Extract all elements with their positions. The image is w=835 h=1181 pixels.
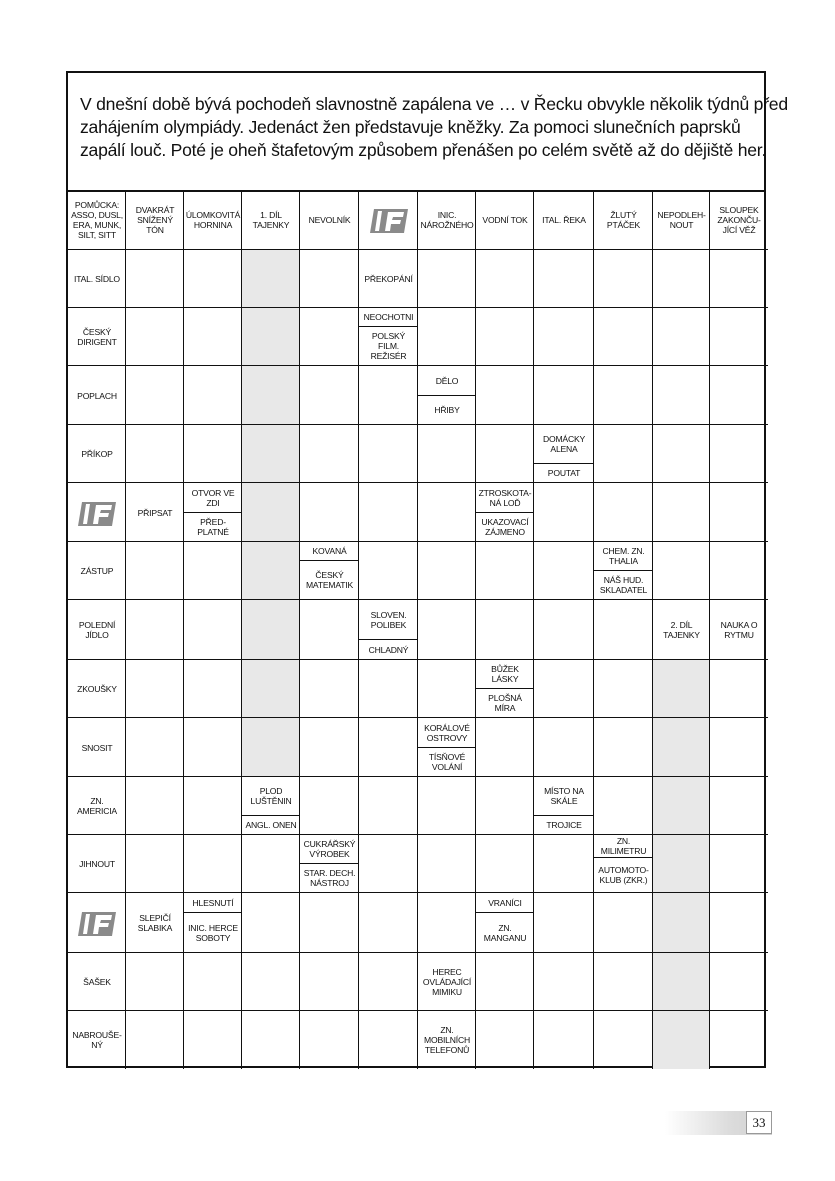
answer-cell[interactable] (300, 483, 359, 542)
clue-text: NEVOLNÍK (308, 215, 351, 225)
answer-cell[interactable] (594, 660, 653, 718)
answer-cell[interactable] (594, 777, 653, 835)
clue-text: STAR. DECH. NÁSTROJ (300, 864, 359, 893)
answer-cell[interactable] (300, 1011, 359, 1069)
answer-cell[interactable] (184, 250, 242, 308)
clue-text: ANGL. ONEN (242, 816, 300, 835)
answer-cell[interactable] (300, 250, 359, 308)
clue-text: VRANÍCI (476, 893, 534, 913)
answer-cell[interactable] (242, 308, 300, 366)
answer-cell[interactable] (126, 953, 184, 1011)
clue-text: POMŮCKA: ASSO, DUSL, ERA, MUNK, SILT, SITT (71, 200, 123, 240)
answer-cell[interactable] (184, 660, 242, 718)
answer-cell[interactable] (359, 777, 418, 835)
answer-cell[interactable] (418, 600, 476, 660)
answer-cell[interactable] (242, 835, 300, 893)
clue-text: HLESNUTÍ (184, 893, 242, 913)
answer-cell[interactable] (126, 777, 184, 835)
answer-cell[interactable] (476, 542, 534, 600)
clue-text: HŘIBY (418, 396, 476, 425)
answer-cell[interactable] (534, 366, 594, 425)
clue-text: ŠAŠEK (83, 977, 111, 987)
answer-cell[interactable] (359, 953, 418, 1011)
clue-text: POLEDNÍ JÍDLO (78, 620, 116, 640)
answer-cell[interactable] (653, 425, 710, 483)
clue-text: JIHNOUT (79, 859, 115, 869)
answer-cell[interactable] (242, 366, 300, 425)
answer-cell[interactable] (300, 600, 359, 660)
clue-text: NEOCHOTNI (359, 308, 418, 327)
answer-cell[interactable] (126, 835, 184, 893)
answer-cell[interactable] (242, 600, 300, 660)
clue-text: NÁŠ HUD. SKLADATEL (594, 571, 653, 600)
answer-cell[interactable] (184, 425, 242, 483)
clue-text: PŘED- PLATNÉ (184, 513, 242, 542)
answer-cell[interactable] (534, 835, 594, 893)
clue-text: BŮŽEK LÁSKY (476, 660, 534, 689)
answer-cell[interactable] (359, 542, 418, 600)
clue-text: ZÁSTUP (80, 566, 114, 576)
answer-cell[interactable] (653, 308, 710, 366)
answer-cell[interactable] (534, 308, 594, 366)
clue-text: INIC. NÁROŽNÉHO (420, 210, 474, 230)
answer-cell[interactable] (476, 308, 534, 366)
answer-cell[interactable] (710, 835, 768, 893)
answer-cell[interactable] (653, 660, 710, 718)
answer-cell[interactable] (126, 600, 184, 660)
clue-text: POPLACH (77, 390, 117, 401)
answer-cell[interactable] (534, 483, 594, 542)
answer-cell[interactable] (710, 483, 768, 542)
answer-cell[interactable] (534, 660, 594, 718)
clue-text: SLEPIČÍ SLABIKA (137, 913, 173, 933)
answer-cell[interactable] (418, 425, 476, 483)
answer-cell[interactable] (534, 718, 594, 777)
clue-text: SLOVEN. POLIBEK (359, 600, 418, 640)
answer-cell[interactable] (300, 660, 359, 718)
clue-text: ZN. MOBILNÍCH TELEFONŮ (424, 1025, 470, 1055)
clue-text: KORÁLOVÉ OSTROVY (418, 718, 476, 748)
answer-cell[interactable] (710, 777, 768, 835)
answer-cell[interactable] (359, 835, 418, 893)
answer-cell[interactable] (476, 425, 534, 483)
answer-cell[interactable] (476, 953, 534, 1011)
answer-cell[interactable] (476, 718, 534, 777)
crossword-frame (66, 71, 788, 1068)
answer-cell[interactable] (184, 777, 242, 835)
answer-cell[interactable] (710, 660, 768, 718)
clue-text: ČESKÝ DIRIGENT (77, 327, 117, 347)
answer-cell[interactable] (653, 1011, 710, 1069)
clue-text: UKAZOVACÍ ZÁJMENO (476, 513, 534, 542)
answer-cell[interactable] (242, 483, 300, 542)
answer-cell[interactable] (359, 425, 418, 483)
answer-cell[interactable] (300, 718, 359, 777)
answer-cell[interactable] (242, 718, 300, 777)
answer-cell[interactable] (418, 660, 476, 718)
answer-cell[interactable] (653, 777, 710, 835)
answer-cell[interactable] (534, 600, 594, 660)
answer-cell[interactable] (534, 893, 594, 953)
answer-cell[interactable] (710, 308, 768, 366)
answer-cell[interactable] (653, 483, 710, 542)
answer-cell[interactable] (476, 366, 534, 425)
answer-cell[interactable] (126, 308, 184, 366)
answer-cell[interactable] (418, 777, 476, 835)
answer-cell[interactable] (300, 953, 359, 1011)
answer-cell[interactable] (359, 893, 418, 953)
intro-line: zahájením olympiády. Jedenáct žen představuje kněžky. Za pomoci slunečních paprsků (80, 117, 741, 137)
answer-cell[interactable] (242, 1011, 300, 1069)
clue-text: PLOŠNÁ MÍRA (476, 689, 534, 718)
clue-text: DĚLO (418, 366, 476, 396)
answer-cell[interactable] (184, 600, 242, 660)
clue-text: AUTOMOTO- KLUB (ZKR.) (594, 858, 653, 893)
answer-cell[interactable] (242, 250, 300, 308)
answer-cell[interactable] (534, 1011, 594, 1069)
answer-cell[interactable] (242, 660, 300, 718)
answer-cell[interactable] (710, 542, 768, 600)
clue-text: CUKRÁŘSKÝ VÝROBEK (300, 835, 359, 864)
answer-cell[interactable] (594, 600, 653, 660)
answer-cell[interactable] (594, 366, 653, 425)
page-number: 33 (746, 1111, 772, 1134)
answer-cell[interactable] (126, 1011, 184, 1069)
clue-text: ZN. MANGANU (476, 913, 534, 953)
answer-cell[interactable] (242, 893, 300, 953)
clue-text: ITAL. ŘEKA (542, 215, 586, 225)
answer-cell[interactable] (126, 250, 184, 308)
clue-text: NEPODLEH- NOUT (657, 210, 706, 230)
f-logo-icon (359, 190, 418, 250)
answer-cell[interactable] (126, 542, 184, 600)
clue-text: DVAKRÁT SNÍŽENÝ TÓN (135, 205, 175, 235)
answer-cell[interactable] (710, 953, 768, 1011)
answer-cell[interactable] (184, 835, 242, 893)
answer-cell[interactable] (476, 835, 534, 893)
answer-cell[interactable] (594, 483, 653, 542)
answer-cell[interactable] (710, 1011, 768, 1069)
crossword-grid (68, 73, 788, 1066)
clue-text: PŘÍKOP (81, 449, 113, 459)
answer-cell[interactable] (184, 542, 242, 600)
answer-cell[interactable] (534, 542, 594, 600)
answer-cell[interactable] (418, 542, 476, 600)
clue-text: DOMÁCKY ALENA (534, 425, 594, 464)
clue-text: POUTAT (534, 464, 594, 483)
clue-text: ČESKÝ MATEMATIK (300, 561, 359, 600)
answer-cell[interactable] (418, 483, 476, 542)
clue-text: POLSKÝ FILM. REŽISÉR (359, 327, 418, 366)
clue-text: ÚLOMKOVITÁ HORNINA (185, 210, 241, 230)
answer-cell[interactable] (476, 777, 534, 835)
clue-text: SNOSIT (81, 742, 113, 753)
answer-cell[interactable] (653, 542, 710, 600)
answer-cell[interactable] (184, 1011, 242, 1069)
clue-text: ZN. AMERICIA (77, 796, 117, 816)
answer-cell[interactable] (300, 308, 359, 366)
clue-text: ZN. MILIMETRU (594, 835, 653, 858)
answer-cell[interactable] (594, 425, 653, 483)
clue-text: OTVOR VE ZDI (184, 483, 242, 513)
intro-line: V dnešní době bývá pochodeň slavnostně zapálena ve … v Řecku obvykle několik týdnů před (80, 94, 788, 114)
f-logo-icon (68, 893, 126, 953)
answer-cell[interactable] (594, 1011, 653, 1069)
answer-cell[interactable] (594, 953, 653, 1011)
answer-cell[interactable] (300, 366, 359, 425)
answer-cell[interactable] (359, 483, 418, 542)
answer-cell[interactable] (710, 366, 768, 425)
answer-cell[interactable] (653, 250, 710, 308)
clue-text: ŽLUTÝ PTÁČEK (606, 210, 641, 230)
answer-cell[interactable] (184, 308, 242, 366)
answer-cell[interactable] (653, 366, 710, 425)
clue-text: PŘIPSAT (137, 507, 173, 518)
answer-cell[interactable] (359, 366, 418, 425)
answer-cell[interactable] (242, 425, 300, 483)
answer-cell[interactable] (710, 425, 768, 483)
answer-cell[interactable] (359, 660, 418, 718)
answer-cell[interactable] (710, 893, 768, 953)
clue-text: NABROUŠE- NÝ (72, 1030, 122, 1050)
answer-cell[interactable] (418, 250, 476, 308)
answer-cell[interactable] (653, 893, 710, 953)
answer-cell[interactable] (184, 366, 242, 425)
answer-cell[interactable] (242, 542, 300, 600)
clue-text: ITAL. SÍDLO (74, 274, 120, 284)
clue-text: TÍSŇOVÉ VOLÁNÍ (418, 748, 476, 777)
clue-text: ZKOUŠKY (77, 684, 117, 694)
clue-text: INIC. HERCE SOBOTY (184, 913, 242, 953)
answer-cell[interactable] (710, 250, 768, 308)
clue-text: 2. DÍL TAJENKY (663, 620, 700, 640)
intro-line: zapálí louč. Poté je oheň štafetovým způsobem přenášen po celém světě až do dějiště her. (80, 140, 767, 160)
answer-cell[interactable] (476, 1011, 534, 1069)
answer-cell[interactable] (300, 425, 359, 483)
answer-cell[interactable] (359, 1011, 418, 1069)
answer-cell[interactable] (126, 366, 184, 425)
clue-text: NAUKA O RYTMU (720, 620, 758, 640)
answer-cell[interactable] (594, 250, 653, 308)
f-logo-icon (68, 483, 126, 542)
answer-cell[interactable] (300, 777, 359, 835)
clue-text: VODNÍ TOK (482, 215, 528, 225)
answer-cell[interactable] (184, 718, 242, 777)
answer-cell[interactable] (359, 718, 418, 777)
answer-cell[interactable] (418, 835, 476, 893)
answer-cell[interactable] (653, 953, 710, 1011)
answer-cell[interactable] (534, 250, 594, 308)
answer-cell[interactable] (126, 425, 184, 483)
answer-cell[interactable] (594, 893, 653, 953)
answer-cell[interactable] (300, 893, 359, 953)
clue-text: 1. DÍL TAJENKY (252, 210, 290, 230)
answer-cell[interactable] (653, 835, 710, 893)
clue-text: PLOD LUŠTĚNIN (242, 777, 300, 816)
clue-text: CHEM. ZN. THALIA (594, 542, 653, 571)
answer-cell[interactable] (242, 953, 300, 1011)
answer-cell[interactable] (184, 953, 242, 1011)
clue-text: TROJICE (534, 816, 594, 835)
clue-text: MÍSTO NA SKÁLE (534, 777, 594, 816)
answer-cell[interactable] (710, 718, 768, 777)
answer-cell[interactable] (126, 718, 184, 777)
clue-text: CHLADNÝ (359, 640, 418, 660)
clue-text: ZTROSKOTA- NÁ LOĎ (476, 483, 534, 513)
answer-cell[interactable] (126, 660, 184, 718)
answer-cell[interactable] (594, 308, 653, 366)
clue-text: SLOUPEK ZAKONČU- JÍCÍ VĚŽ (717, 205, 761, 235)
clue-text: KOVANÁ (300, 542, 359, 561)
answer-cell[interactable] (534, 953, 594, 1011)
answer-cell[interactable] (476, 250, 534, 308)
clue-text: PŘEKOPÁNÍ (364, 274, 413, 284)
answer-cell[interactable] (418, 893, 476, 953)
answer-cell[interactable] (653, 718, 710, 777)
page-number-bar (665, 1111, 772, 1135)
answer-cell[interactable] (476, 600, 534, 660)
answer-cell[interactable] (418, 308, 476, 366)
answer-cell[interactable] (594, 718, 653, 777)
clue-text: HEREC OVLÁDAJÍCÍ MIMIKU (422, 967, 472, 997)
